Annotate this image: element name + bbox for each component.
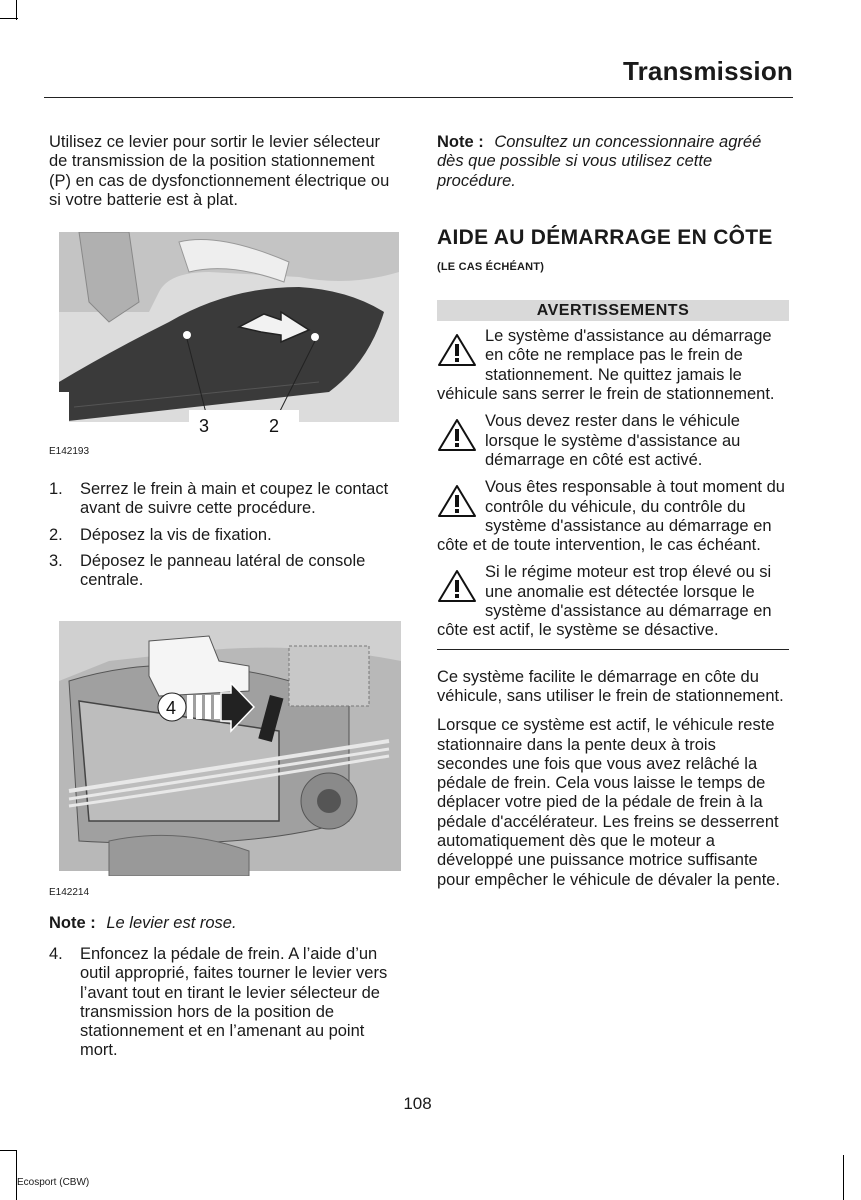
warning-item bbox=[437, 478, 789, 555]
note-label: Note : bbox=[49, 913, 96, 932]
list-item bbox=[49, 552, 401, 591]
section-suffix: (LE CAS ÉCHÉANT) bbox=[437, 260, 545, 273]
step-number: 3. bbox=[49, 552, 63, 571]
section-heading bbox=[437, 225, 789, 280]
callout-4: 4 bbox=[166, 697, 177, 718]
list-item bbox=[49, 945, 401, 1061]
warning-triangle-icon bbox=[437, 333, 477, 367]
note-text: Consultez un concessionnaire agréé dès que possible si vous utilisez cette procédure. bbox=[437, 133, 762, 190]
warning-item bbox=[437, 327, 789, 404]
section-title: AIDE AU DÉMARRAGE EN CÔTE bbox=[437, 225, 773, 249]
list-item bbox=[49, 526, 401, 545]
note-paragraph bbox=[437, 133, 789, 191]
crop-mark bbox=[16, 1150, 17, 1200]
callout-2: 2 bbox=[269, 416, 280, 437]
warning-text: Si le régime moteur est trop élevé ou si une anomalie est détectée lorsque le système d'assistance au démarrage en côte est actif, le système se désactive. bbox=[437, 563, 772, 640]
crop-mark bbox=[0, 1150, 16, 1151]
body-paragraph: Ce système facilite le démarrage en côte du véhicule, sans utiliser le frein de stationnement. bbox=[437, 667, 784, 705]
step-text: Déposez la vis de fixation. bbox=[80, 525, 272, 544]
step-text: Serrez le frein à main et coupez le contact avant de suivre cette procédure. bbox=[80, 480, 389, 518]
figure-console-panel bbox=[49, 232, 401, 458]
procedure-steps bbox=[49, 480, 401, 590]
warning-triangle-icon bbox=[437, 569, 477, 603]
body-paragraph: Lorsque ce système est actif, le véhicule reste stationnaire dans la pente deux à trois secondes une fois que vous avez relâché la pédale de frein. Cela vous laisse le temps de déplacer votre pied de la pédale de frein à la pédale d'accélérateur. Les freins se desserrent automatiquement dès que le moteur a développé une puissance motrice suffisante pour empêcher le véhicule de dévaler la pente. bbox=[437, 716, 781, 889]
step-text: Déposez le panneau latéral de console centrale. bbox=[80, 552, 366, 590]
note-label: Note : bbox=[437, 133, 484, 151]
warning-text: Vous devez rester dans le véhicule lorsque le système d'assistance au démarrage en côté est activé. bbox=[485, 412, 741, 469]
crop-mark bbox=[843, 1155, 844, 1200]
page-number: 108 bbox=[403, 1094, 432, 1113]
intro-paragraph: Utilisez ce levier pour sortir le levier sélecteur de transmission de la position stationnement (P) en cas de dysfonctionnement électrique ou si votre batterie est à plat. bbox=[49, 133, 390, 209]
warning-triangle-icon bbox=[437, 418, 477, 452]
figure-code: E142193 bbox=[49, 446, 90, 458]
figure-code: E142214 bbox=[49, 886, 90, 898]
note-text: Le levier est rose. bbox=[106, 913, 237, 932]
procedure-step-4 bbox=[49, 945, 401, 1061]
step-number: 2. bbox=[49, 525, 63, 544]
step-text: Enfoncez la pédale de frein. A l’aide d’un outil approprié, faites tourner le levier vers l’avant tout en tirant le levier sélecteur de transmission hors de la position de stationnement et en l’amenant au point mort. bbox=[80, 944, 388, 1060]
crop-mark bbox=[16, 0, 17, 20]
warning-item bbox=[437, 412, 789, 470]
step-number: 1. bbox=[49, 480, 63, 499]
warning-item bbox=[437, 563, 789, 640]
figure-shift-lever bbox=[49, 621, 401, 896]
list-item bbox=[49, 480, 401, 519]
note-paragraph bbox=[49, 914, 401, 933]
header-divider bbox=[44, 97, 793, 98]
warning-text: Vous êtes responsable à tout moment du contrôle du véhicule, du contrôle du système d'assistance au démarrage en côte et de toute intervention, le cas échéant. bbox=[437, 478, 785, 555]
console-panel-illustration bbox=[49, 232, 401, 437]
warnings-header: AVERTISSEMENTS bbox=[437, 300, 789, 321]
footer-model: Ecosport (CBW) bbox=[17, 1177, 90, 1188]
shift-lever-illustration bbox=[49, 621, 401, 876]
step-number: 4. bbox=[49, 944, 63, 963]
left-column bbox=[49, 133, 401, 1068]
page-title: Transmission bbox=[622, 56, 793, 86]
crop-mark bbox=[0, 18, 18, 19]
warning-text: Le système d'assistance au démarrage en côte ne remplace pas le frein de stationnement. Ne quittez jamais le véhicule sans serrer le frein de stationnement. bbox=[437, 327, 775, 404]
callout-3: 3 bbox=[199, 416, 210, 437]
right-column bbox=[437, 133, 789, 900]
warnings-divider bbox=[437, 649, 789, 650]
warning-triangle-icon bbox=[437, 484, 477, 518]
